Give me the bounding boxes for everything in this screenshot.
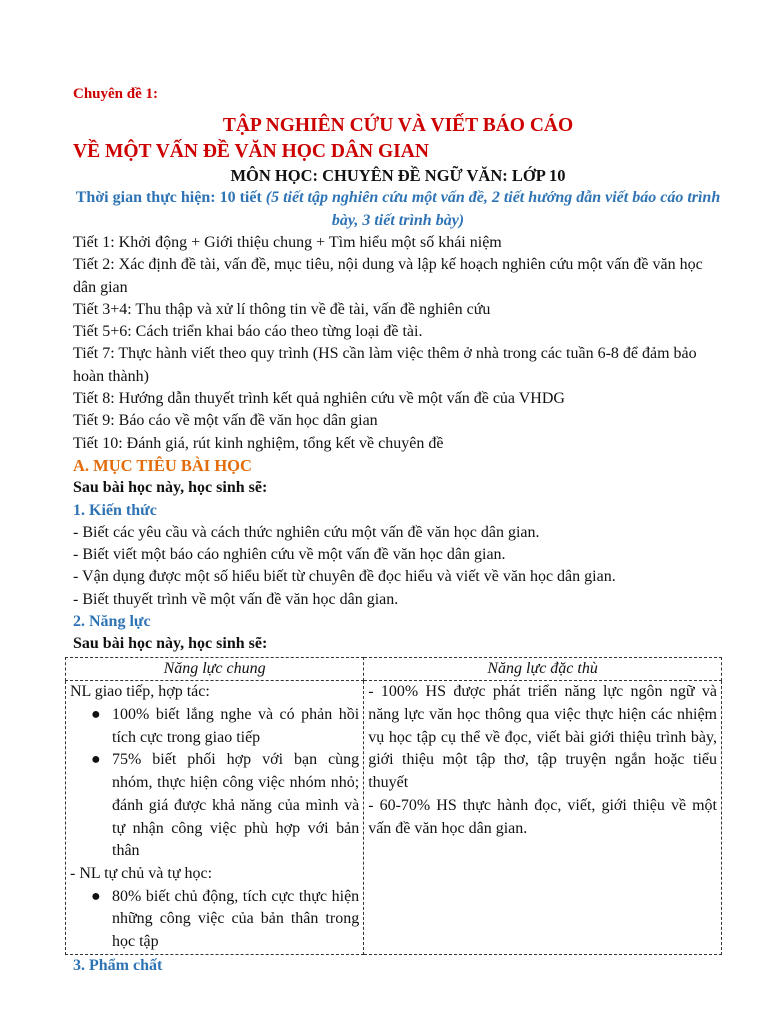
topic-label: Chuyên đề 1:	[73, 86, 159, 102]
lesson-item: Tiết 5+6: Cách triển khai báo cáo theo từng loại đề tài.	[73, 323, 423, 341]
specific-para: - 60-70% HS thực hành đọc, viết, giới thiệu về một vấn đề văn học dân gian.	[368, 796, 717, 837]
title-line-2: VỀ MỘT VẤN ĐỀ VĂN HỌC DÂN GIAN	[73, 141, 429, 162]
section-a-intro: Sau bài học này, học sinh sẽ:	[73, 479, 268, 497]
bullet-icon: ●	[91, 887, 101, 905]
col-general-header: Năng lực chung	[66, 657, 364, 681]
lesson-item: Tiết 7: Thực hành viết theo quy trình (HS cần làm việc thêm ở nhà trong các tuần 6-8 để đảm bảo hoàn thành)	[73, 345, 697, 385]
list-item: ● 100% biết lắng nghe và có phản hồi tích cực trong giao tiếp	[91, 706, 360, 746]
qualities-heading: 3. Phẩm chất	[73, 956, 163, 974]
lesson-item: Tiết 8: Hướng dẫn thuyết trình kết quả nghiên cứu về một vấn đề của VHDG	[73, 390, 565, 408]
bullet-icon: ●	[91, 751, 101, 769]
list-item: ● 80% biết chủ động, tích cực thực hiện những công việc của bản thân trong học tập	[91, 887, 360, 951]
title-line-1: TẬP NGHIÊN CỨU VÀ VIẾT BÁO CÁO	[222, 115, 574, 136]
competence-heading: 2. Năng lực	[73, 613, 151, 631]
lesson-list	[73, 232, 723, 455]
knowledge-item: - Biết các yêu cầu và cách thức nghiên cứu một vấn đề văn học dân gian.	[73, 523, 540, 541]
knowledge-item: - Vận dụng được một số hiểu biết từ chuyên đề đọc hiểu và viết về văn học dân gian.	[73, 568, 616, 586]
lesson-item: Tiết 9: Báo cáo về một vấn đề văn học dân gian	[73, 412, 378, 430]
communication-list	[70, 704, 359, 863]
group-label-communication: NL giao tiếp, hợp tác:	[70, 683, 210, 701]
specific-para: - 100% HS được phát triển năng lực ngôn ngữ và năng lực văn học thông qua việc thực hiện các nhiệm vụ học tập cụ thể về đọc, viết bài giới thiệu trình bày, giới thiệu một tập thơ, tập truyện ngắn hoặc tiểu thuyết	[368, 683, 717, 792]
table-row	[66, 681, 722, 954]
lesson-item: Tiết 3+4: Thu thập và xử lí thông tin về đề tài, vấn đề nghiên cứu	[73, 300, 491, 318]
lesson-item: Tiết 2: Xác định đề tài, vấn đề, mục tiêu, nội dung và lập kế hoạch nghiên cứu một vấn đề văn học dân gian	[73, 256, 703, 296]
lesson-item: Tiết 1: Khởi động + Giới thiệu chung + Tìm hiểu một số khái niệm	[73, 234, 502, 251]
bullet-icon: ●	[91, 706, 101, 724]
knowledge-item: - Biết thuyết trình về một vấn đề văn học dân gian.	[73, 590, 399, 608]
knowledge-heading: 1. Kiến thức	[73, 501, 157, 519]
list-item: ● 75% biết phối hợp với bạn cùng nhóm, thực hiện công việc nhóm nhỏ; đánh giá được khả năng của mình và tự nhận công việc phù hợp với bản thân	[91, 751, 360, 860]
time-detail: (5 tiết tập nghiên cứu một vấn đề, 2 tiết hướng dẫn viết báo cáo trình bày, 3 tiết trình bày)	[265, 189, 721, 229]
competence-table	[65, 657, 722, 955]
general-competence-cell	[66, 681, 364, 954]
table-header-row	[66, 657, 722, 681]
competence-intro: Sau bài học này, học sinh sẽ:	[73, 635, 268, 653]
subject-line: MÔN HỌC: CHUYÊN ĐỀ NGỮ VĂN: LỚP 10	[230, 166, 566, 185]
lesson-item: Tiết 10: Đánh giá, rút kinh nghiệm, tổng kết về chuyên đề	[73, 434, 444, 452]
self-study-list	[70, 886, 359, 954]
time-label: Thời gian thực hiện: 10 tiết	[75, 189, 266, 206]
col-specific-header: Năng lực đặc thù	[364, 657, 722, 681]
knowledge-item: - Biết viết một báo cáo nghiên cứu về một vấn đề văn học dân gian.	[73, 546, 506, 564]
time-allocation	[73, 187, 723, 232]
specific-competence-cell	[364, 681, 722, 954]
section-a-heading: A. MỤC TIÊU BÀI HỌC	[73, 455, 252, 475]
document-page	[70, 86, 723, 977]
group-label-self-study: - NL tự chủ và tự học:	[70, 864, 213, 882]
